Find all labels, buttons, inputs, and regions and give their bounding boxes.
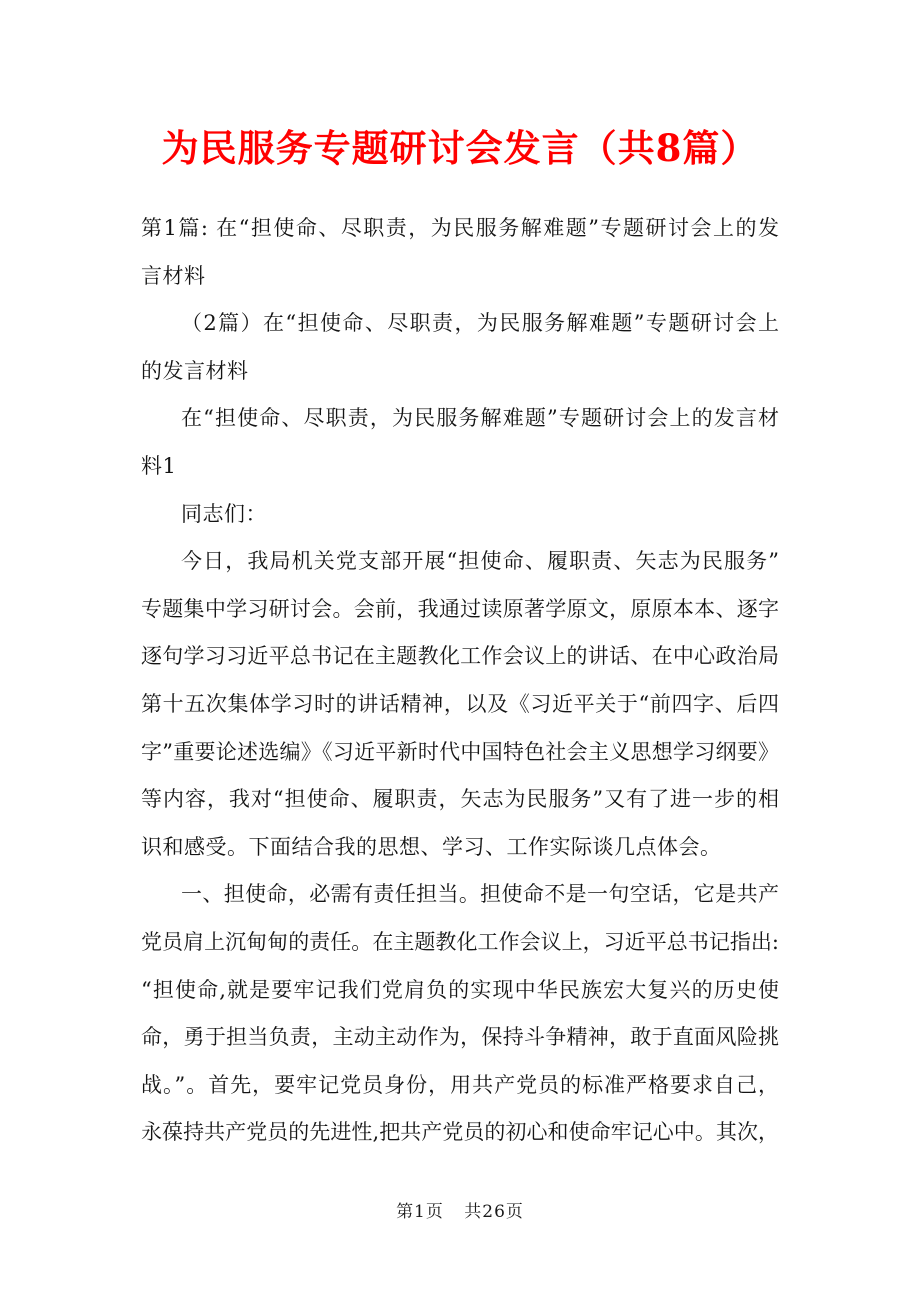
text-line: 料1 — [141, 453, 177, 478]
text-line: 一、担使命，必需有责任担当。担使命不是一句空话，它是共产 — [181, 882, 779, 907]
document-body — [141, 205, 779, 1157]
text-line: （2篇）在“担使命、尽职责，为民服务解难题”专题研讨会上 — [181, 311, 779, 336]
text-line: “担使命,就是要牢记我们党肩负的实现中华民族宏大复兴的历史使 — [141, 977, 779, 1002]
text-line: 同志们： — [181, 501, 267, 526]
text-line: 党员肩上沉甸甸的责任。在主题教化工作会议上，习近平总书记指出: — [141, 929, 779, 954]
page-footer — [0, 1197, 920, 1222]
document-title: 为民服务专题研讨会发言（共8篇） — [161, 126, 759, 170]
text-line: 永葆持共产党员的先进性,把共产党员的初心和使命牢记心中。其次， — [141, 1120, 779, 1145]
text-line: 言材料 — [141, 263, 206, 288]
text-line: 逐句学习习近平总书记在主题教化工作会议上的讲话、在中心政治局 — [141, 644, 779, 669]
text-line: 的发言材料 — [141, 358, 249, 383]
page-number-current: 第1页 — [396, 1202, 444, 1222]
page-number-total: 共26页 — [464, 1202, 524, 1222]
text-line: 字”重要论述选编》《习近平新时代中国特色社会主义思想学习纲要》 — [141, 739, 779, 764]
text-line: 命，勇于担当负责，主动主动作为，保持斗争精神，敢于直面风险挑 — [141, 1025, 779, 1050]
text-line: 在“担使命、尽职责，为民服务解难题”专题研讨会上的发言材 — [181, 406, 779, 431]
text-line: 今日，我局机关党支部开展“担使命、履职责、矢志为民服务” — [181, 549, 779, 574]
text-line: 第1篇: 在“担使命、尽职责，为民服务解难题”专题研讨会上的发 — [141, 216, 779, 240]
text-line: 识和感受。下面结合我的思想、学习、工作实际谈几点体会。 — [141, 834, 722, 859]
text-line: 专题集中学习研讨会。会前，我通过读原著学原文，原原本本、逐字 — [141, 596, 779, 621]
text-line: 等内容，我对“担使命、履职责，矢志为民服务”又有了进一步的相 — [141, 787, 779, 812]
text-line: 第十五次集体学习时的讲话精神，以及《习近平关于“前四字、后四 — [141, 691, 779, 716]
text-line: 战。”。首先，要牢记党员身份，用共产党员的标准严格要求自己， — [141, 1072, 779, 1097]
